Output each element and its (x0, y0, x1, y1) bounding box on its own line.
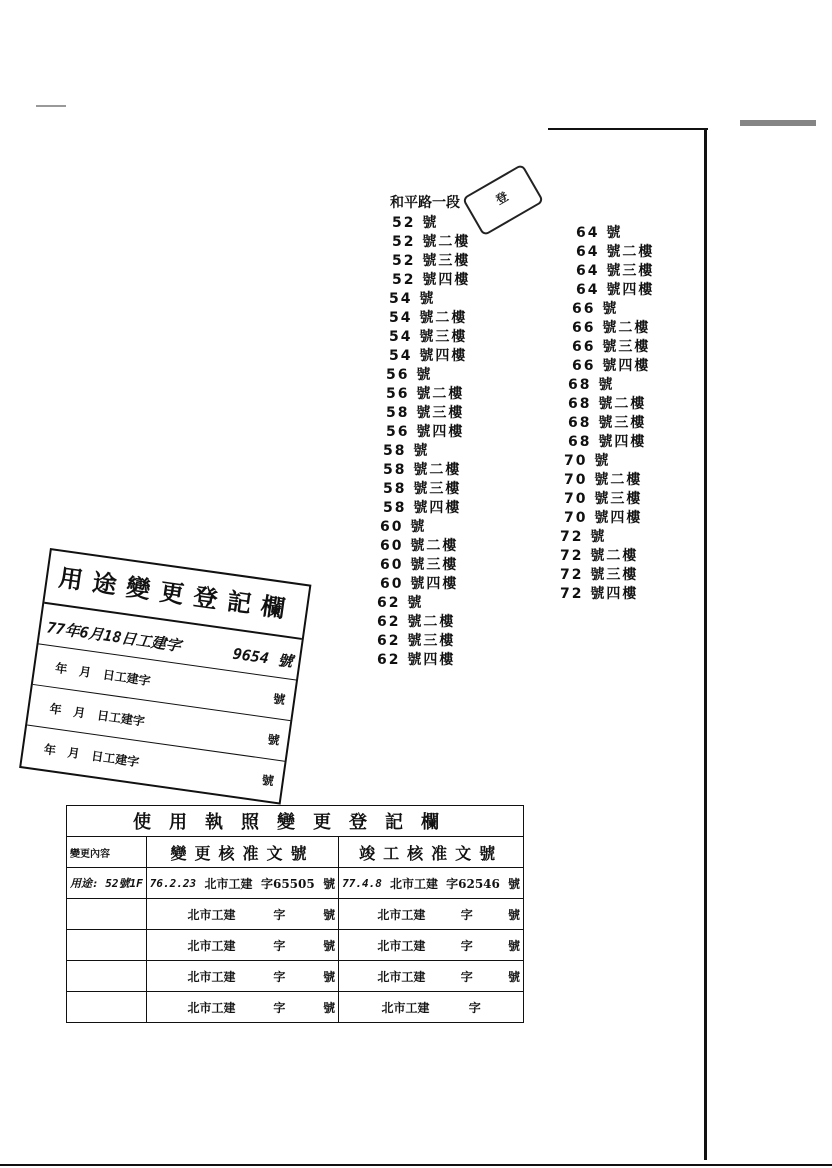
register-change-cell (146, 868, 338, 899)
address-entry: 62 號三樓 (377, 633, 456, 649)
address-entry: 72 號 (560, 529, 607, 545)
address-entry: 54 號二樓 (389, 310, 468, 326)
address-entry: 60 號三樓 (380, 557, 459, 573)
usage-stamp-title: 用途變更登記欄 (44, 550, 309, 640)
address-entry: 56 號 (386, 367, 433, 383)
register-done-prefix: 北市工建 (390, 876, 439, 891)
address-entry: 52 號四樓 (392, 272, 471, 288)
register-change-cell (146, 899, 338, 930)
address-entry: 66 號 (572, 301, 619, 317)
address-entry: 70 號四樓 (564, 510, 643, 526)
usage-stamp-date: 年 月 日工建字 (48, 701, 146, 729)
register-change-group (150, 937, 335, 954)
address-entry: 72 號三樓 (560, 567, 639, 583)
page-edge-top (548, 128, 708, 130)
address-entry: 54 號四樓 (389, 348, 468, 364)
address-entry: 52 號三樓 (392, 253, 471, 269)
register-change-group (150, 906, 335, 923)
register-completion-group (342, 999, 520, 1016)
register-row (67, 961, 524, 992)
register-completion-group (342, 968, 520, 985)
register-col-change: 變更核准文號 (146, 837, 338, 868)
address-entry: 68 號 (568, 377, 615, 393)
address-entry: 64 號 (576, 225, 623, 241)
usage-stamp-number: 9654 號 (231, 644, 294, 671)
register-completion-group (342, 937, 520, 954)
address-entry: 58 號二樓 (383, 462, 462, 478)
register-content-cell (67, 930, 147, 961)
register-change-prefix: 北市工建 (187, 969, 236, 984)
address-entry: 64 號二樓 (576, 244, 655, 260)
register-change-prefix: 北市工建 (204, 876, 253, 891)
register-change-mid: 字 (273, 938, 286, 953)
register-change-suffix: 號 (323, 907, 336, 922)
address-entry: 62 號四樓 (377, 652, 456, 668)
usage-stamp-number: 號 (266, 732, 281, 748)
register-done-prefix: 北市工建 (377, 969, 426, 984)
usage-stamp-date: 77年6月18日工建字 (45, 618, 183, 656)
register-completion-group (342, 906, 520, 923)
license-change-register (66, 805, 524, 1023)
register-done-mid: 字 (460, 969, 473, 984)
address-entry: 70 號三樓 (564, 491, 643, 507)
usage-stamp-number: 號 (272, 691, 287, 708)
register-change-cell (146, 992, 338, 1023)
register-completion-cell (339, 961, 524, 992)
register-change-suffix: 號 (323, 938, 336, 953)
address-entry: 66 號二樓 (572, 320, 651, 336)
seal-stamp: 登 (462, 163, 545, 236)
address-entry: 68 號四樓 (568, 434, 647, 450)
page-bottom-edge (0, 1164, 832, 1166)
register-content-cell (67, 899, 147, 930)
address-entry: 54 號三樓 (389, 329, 468, 345)
address-entry: 72 號二樓 (560, 548, 639, 564)
register-content-cell (67, 868, 147, 899)
address-entry: 58 號 (383, 443, 430, 459)
register-change-cell (146, 930, 338, 961)
register-completion-group (342, 875, 520, 892)
address-entry: 58 號四樓 (383, 500, 462, 516)
register-done-suffix: 號 (507, 907, 520, 922)
register-done-mid: 字 (468, 1000, 481, 1015)
register-row (67, 992, 524, 1023)
address-entry: 62 號二樓 (377, 614, 456, 630)
register-content: 用途: 52號1F (70, 877, 143, 890)
register-change-mid: 字 (273, 907, 286, 922)
register-completion-cell (339, 992, 524, 1023)
address-entry: 60 號 (380, 519, 427, 535)
usage-change-stamp (19, 548, 311, 805)
register-change-prefix: 北市工建 (187, 1000, 236, 1015)
usage-stamp-date: 年 月 日工建字 (42, 742, 141, 770)
register-change-prefix: 北市工建 (187, 907, 236, 922)
address-entry: 56 號四樓 (386, 424, 465, 440)
register-change-date: 76.2.23 (149, 876, 197, 890)
address-entry: 68 號三樓 (568, 415, 647, 431)
register-completion-cell (339, 930, 524, 961)
register-change-cell (146, 961, 338, 992)
address-entry: 52 號二樓 (392, 234, 471, 250)
register-done-suffix: 號 (507, 969, 520, 984)
register-change-suffix: 號 (323, 969, 336, 984)
register-change-group (150, 999, 335, 1016)
register-change-suffix: 號 (323, 876, 336, 891)
register-completion-cell (339, 899, 524, 930)
address-entry: 64 號四樓 (576, 282, 655, 298)
register-row (67, 899, 524, 930)
register-col-content: 變更內容 (67, 837, 147, 868)
address-entry: 60 號四樓 (380, 576, 459, 592)
address-entry: 66 號三樓 (572, 339, 651, 355)
register-col-completion: 竣工核准文號 (339, 837, 524, 868)
address-entry: 70 號 (564, 453, 611, 469)
register-done-suffix: 號 (507, 938, 520, 953)
register-change-group (150, 968, 335, 985)
usage-stamp-date: 年 月 日工建字 (54, 660, 152, 689)
register-done-mid: 字62546 (446, 876, 500, 891)
address-entry: 52 號 (392, 215, 439, 231)
address-entry: 54 號 (389, 291, 436, 307)
register-done-date: 77.4.8 (342, 876, 382, 890)
register-change-mid: 字65505 (260, 876, 315, 891)
register-content-cell (67, 961, 147, 992)
scan-smudge (740, 120, 816, 126)
address-entry: 58 號三樓 (383, 481, 462, 497)
address-entry: 64 號三樓 (576, 263, 655, 279)
address-entry: 62 號 (377, 595, 424, 611)
register-content-cell (67, 992, 147, 1023)
address-entry: 70 號二樓 (564, 472, 643, 488)
register-row (67, 868, 524, 899)
register-done-prefix: 北市工建 (377, 907, 426, 922)
register-title: 使用執照變更登記欄 (67, 806, 524, 837)
register-change-mid: 字 (273, 1000, 286, 1015)
register-change-suffix: 號 (323, 1000, 336, 1015)
register-row (67, 930, 524, 961)
address-entry: 58 號三樓 (386, 405, 465, 421)
address-entry: 72 號四樓 (560, 586, 639, 602)
address-entry: 68 號二樓 (568, 396, 647, 412)
register-done-suffix: 號 (507, 876, 520, 891)
register-completion-cell (339, 868, 524, 899)
scan-mark (36, 105, 66, 107)
register-done-mid: 字 (460, 938, 473, 953)
register-change-prefix: 北市工建 (187, 938, 236, 953)
register-done-mid: 字 (460, 907, 473, 922)
register-change-group (150, 875, 335, 892)
address-entry: 66 號四樓 (572, 358, 651, 374)
register-done-prefix: 北市工建 (377, 938, 426, 953)
address-entry: 56 號二樓 (386, 386, 465, 402)
street-name: 和平路一段 (390, 195, 460, 211)
register-change-mid: 字 (273, 969, 286, 984)
page-edge-line (704, 130, 707, 1160)
address-entry: 60 號二樓 (380, 538, 459, 554)
register-done-prefix: 北市工建 (381, 1000, 430, 1015)
usage-stamp-number: 號 (260, 772, 275, 789)
